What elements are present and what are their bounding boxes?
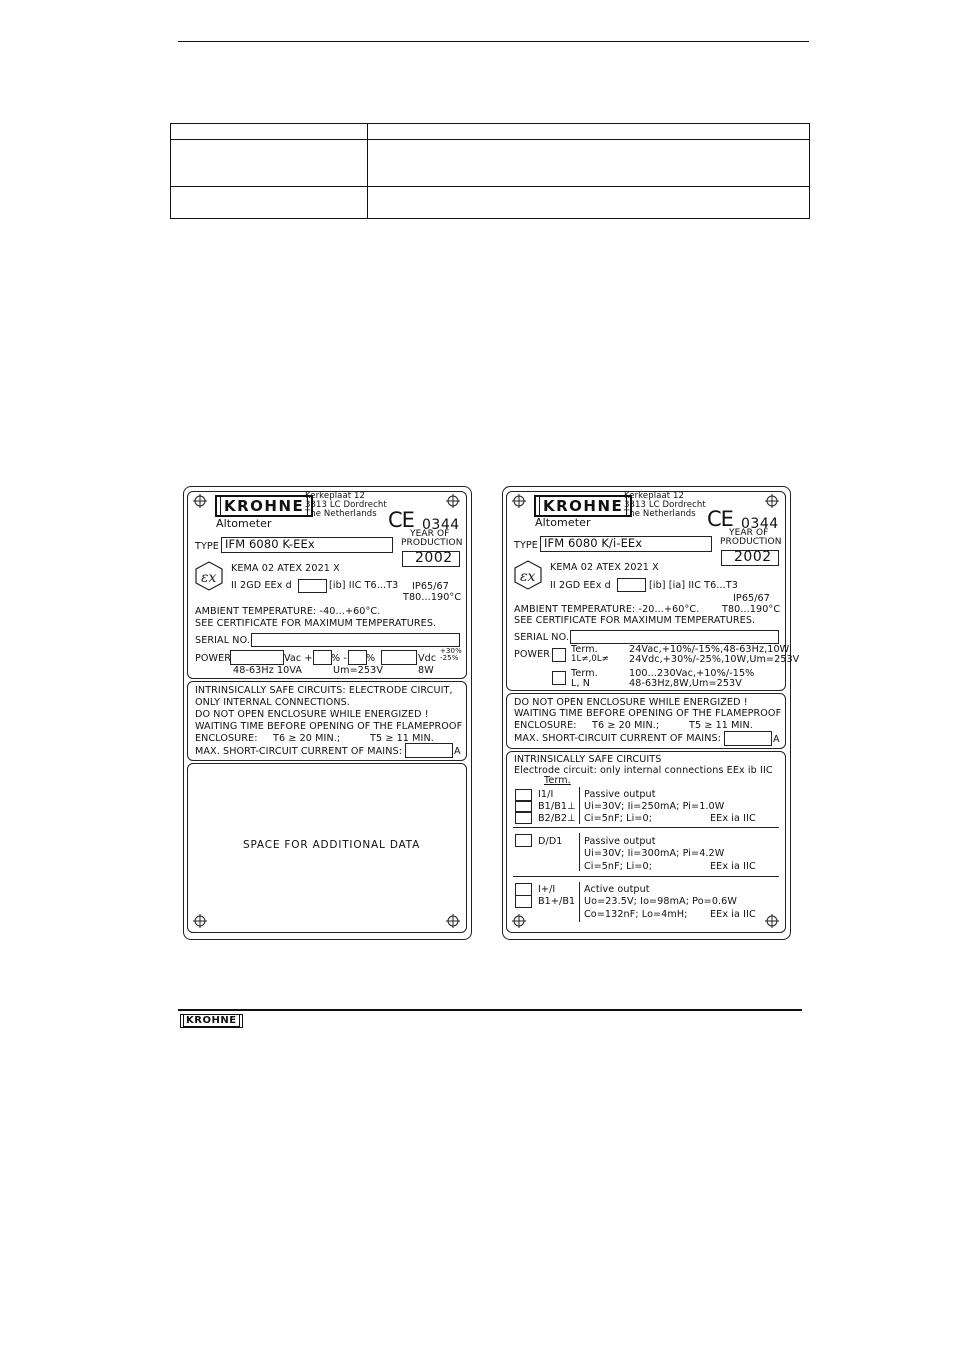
enclosure-label: ENCLOSURE:	[514, 720, 577, 731]
terminal-label: I+/I	[538, 884, 556, 895]
safety-text: ONLY INTERNAL CONNECTIONS.	[195, 697, 350, 708]
safety-text: DO NOT OPEN ENCLOSURE WHILE ENERGIZED !	[514, 697, 748, 708]
safety-text: WAITING TIME BEFORE OPENING OF THE FLAMEPROOF	[195, 721, 463, 732]
output-spec: Ci=5nF; Li=0;	[584, 813, 653, 824]
header-rule	[178, 41, 809, 42]
marking-field	[617, 578, 646, 592]
certificate-number: KEMA 02 ATEX 2021 X	[550, 562, 659, 573]
footer-rule	[178, 1009, 802, 1011]
krohne-logo: KROHNE	[215, 495, 313, 517]
power-label: POWER	[195, 653, 232, 664]
power-frequency: 48-63Hz 10VA	[233, 665, 303, 676]
ex-marking: II 2GD EEx d	[231, 580, 292, 591]
year-value: 2002	[415, 550, 453, 566]
power-spec: 24Vac,+10%/-15%,48-63Hz,10W	[629, 644, 790, 655]
power-minus-field	[348, 650, 367, 665]
see-certificate: SEE CERTIFICATE FOR MAXIMUM TEMPERATURES.	[514, 615, 756, 626]
safety-text: INTRINSICALLY SAFE CIRCUITS: ELECTRODE CIRCUIT,	[195, 685, 453, 696]
ampere-unit: A	[454, 746, 461, 757]
tolerance-minus: -25%	[440, 654, 459, 662]
table-row	[171, 124, 810, 140]
power-um: Um=253V	[333, 665, 383, 676]
terminal-label: D/D1	[538, 836, 563, 847]
address-line: The Netherlands	[624, 509, 696, 519]
address-line: Kerkeplaat 12	[624, 491, 685, 501]
power-vdc-label: Vdc	[418, 653, 437, 664]
max-short-circuit-label: MAX. SHORT-CIRCUIT CURRENT OF MAINS:	[514, 733, 722, 744]
temperature-class: T80...190°C	[722, 604, 781, 615]
svg-text:εx: εx	[520, 569, 536, 585]
footer-krohne-logo: KROHNE	[180, 1014, 243, 1028]
krohne-logo: KROHNE	[534, 495, 632, 517]
is-term-header: Term.	[544, 775, 571, 786]
max-short-circuit-label: MAX. SHORT-CIRCUIT CURRENT OF MAINS:	[195, 746, 403, 757]
enclosure-label: ENCLOSURE:	[195, 733, 258, 744]
serial-field	[570, 630, 779, 644]
type-label: TYPE	[514, 540, 538, 551]
ex-marking-ib: [ib] [ia] IIC T6...T3	[649, 580, 738, 591]
t5-waiting: T5 ≥ 11 MIN.	[689, 720, 753, 731]
address-line: 3313 LC Dordrecht	[305, 500, 387, 510]
output-spec: Uo=23.5V; Io=98mA; Po=0.6W	[584, 896, 737, 907]
ambient-temperature: AMBIENT TEMPERATURE: -20...+60°C.	[514, 604, 700, 615]
power-watt: 8W	[418, 665, 434, 676]
output-type: Passive output	[584, 836, 656, 847]
safety-text: WAITING TIME BEFORE OPENING OF THE FLAMEPROOF	[514, 708, 782, 719]
type-value: IFM 6080 K-EEx	[225, 537, 315, 551]
certificate-number: KEMA 02 ATEX 2021 X	[231, 563, 340, 574]
block-separator	[513, 876, 779, 877]
ce-mark: CE	[388, 508, 414, 532]
terminal-label: B1/B1⊥	[538, 801, 576, 812]
ip-rating: IP65/67	[412, 581, 449, 592]
power-vac-label: Vac +	[284, 653, 313, 664]
power-pct-label: %	[366, 653, 376, 664]
serial-label: SERIAL NO.	[195, 635, 250, 646]
terminal-label: B1+/B1	[538, 896, 576, 907]
ampere-unit: A	[773, 734, 780, 745]
type-label: TYPE	[195, 541, 219, 552]
output-type: Passive output	[584, 789, 656, 800]
power-option-checkbox	[552, 648, 566, 662]
tolerance-plus: +30%	[440, 647, 462, 655]
output-eex: EEx ia IIC	[710, 909, 756, 920]
terminal-label: B2/B2⊥	[538, 813, 576, 824]
year-label: YEAR OF	[410, 529, 450, 539]
output-spec: Ui=30V; Ii=300mA; Pi=4.2W	[584, 848, 725, 859]
year-label: PRODUCTION	[401, 538, 463, 548]
marking-field	[298, 579, 327, 593]
output-spec: Ci=5nF; Li=0;	[584, 861, 653, 872]
table-row	[171, 187, 810, 219]
address-line: Kerkeplaat 12	[305, 491, 366, 501]
ex-hexagon-icon	[514, 560, 542, 590]
block-separator	[513, 827, 779, 828]
year-label: PRODUCTION	[720, 537, 782, 547]
ce-number: 0344	[741, 516, 779, 532]
max-short-circuit-field	[405, 743, 453, 758]
terminal-checkbox	[515, 834, 532, 847]
temperature-class: T80...190°C	[403, 592, 462, 603]
power-vac-field	[230, 650, 284, 665]
nameplate-ifm-6080-ki-eex	[502, 486, 800, 940]
serial-label: SERIAL NO.	[514, 632, 569, 643]
ambient-temperature: AMBIENT TEMPERATURE: -40...+60°C.	[195, 606, 381, 617]
table-row	[171, 140, 810, 187]
power-term-label: Term.	[571, 644, 598, 655]
ex-marking-ib: [ib] IIC T6...T3	[329, 580, 399, 591]
power-spec: 48-63Hz,8W,Um=253V	[629, 678, 742, 689]
output-eex: EEx ia IIC	[710, 861, 756, 872]
is-electrode: Electrode circuit: only internal connections EEx ib IIC	[514, 765, 773, 776]
output-type: Active output	[584, 884, 650, 895]
power-option-checkbox	[552, 671, 566, 685]
year-label: YEAR OF	[729, 528, 769, 538]
ce-mark: CE	[707, 507, 733, 531]
t5-waiting: T5 ≥ 11 MIN.	[370, 733, 434, 744]
power-spec: 100...230Vac,+10%/-15%	[629, 668, 755, 679]
address-line: 3313 LC Dordrecht	[624, 500, 706, 510]
brand-name: Altometer	[216, 517, 272, 530]
power-terminals: 1L≠,0L≠	[571, 654, 609, 664]
serial-field	[251, 633, 460, 647]
max-short-circuit-field	[724, 731, 772, 746]
terminal-checkbox	[515, 811, 532, 824]
t6-waiting: T6 ≥ 20 MIN.;	[273, 733, 341, 744]
is-title: INTRINSICALLY SAFE CIRCUITS	[514, 754, 662, 765]
power-pct-label: % -	[331, 653, 347, 664]
year-value: 2002	[734, 549, 772, 565]
specification-table	[170, 123, 810, 219]
terminal-label: I1/I	[538, 789, 554, 800]
nameplate-ifm-6080-k-eex	[183, 486, 472, 940]
power-term-label: Term.	[571, 668, 598, 679]
block-divider	[579, 833, 580, 871]
block-divider	[579, 787, 580, 824]
svg-text:εx: εx	[201, 570, 217, 586]
terminal-checkbox	[515, 895, 532, 908]
output-spec: Ui=30V; Ii=250mA; Pi=1.0W	[584, 801, 725, 812]
ex-marking: II 2GD EEx d	[550, 580, 611, 591]
ce-number: 0344	[422, 517, 460, 533]
brand-name: Altometer	[535, 516, 591, 529]
output-spec: Co=132nF; Lo=4mH;	[584, 909, 688, 920]
power-terminals: L, N	[571, 678, 591, 689]
ex-hexagon-icon	[195, 561, 223, 591]
address-line: The Netherlands	[305, 509, 377, 519]
safety-text: DO NOT OPEN ENCLOSURE WHILE ENERGIZED !	[195, 709, 429, 720]
block-divider	[579, 882, 580, 922]
additional-data-text: SPACE FOR ADDITIONAL DATA	[243, 839, 421, 851]
type-value: IFM 6080 K/i-EEx	[544, 536, 643, 550]
output-eex: EEx ia IIC	[710, 813, 756, 824]
see-certificate: SEE CERTIFICATE FOR MAXIMUM TEMPERATURES.	[195, 618, 437, 629]
power-label: POWER	[514, 649, 551, 660]
t6-waiting: T6 ≥ 20 MIN.;	[592, 720, 660, 731]
power-spec: 24Vdc,+30%/-25%,10W,Um=253V	[629, 654, 800, 665]
power-plus-field	[313, 650, 332, 665]
ip-rating: IP65/67	[733, 593, 770, 604]
power-vdc-field	[381, 650, 417, 665]
